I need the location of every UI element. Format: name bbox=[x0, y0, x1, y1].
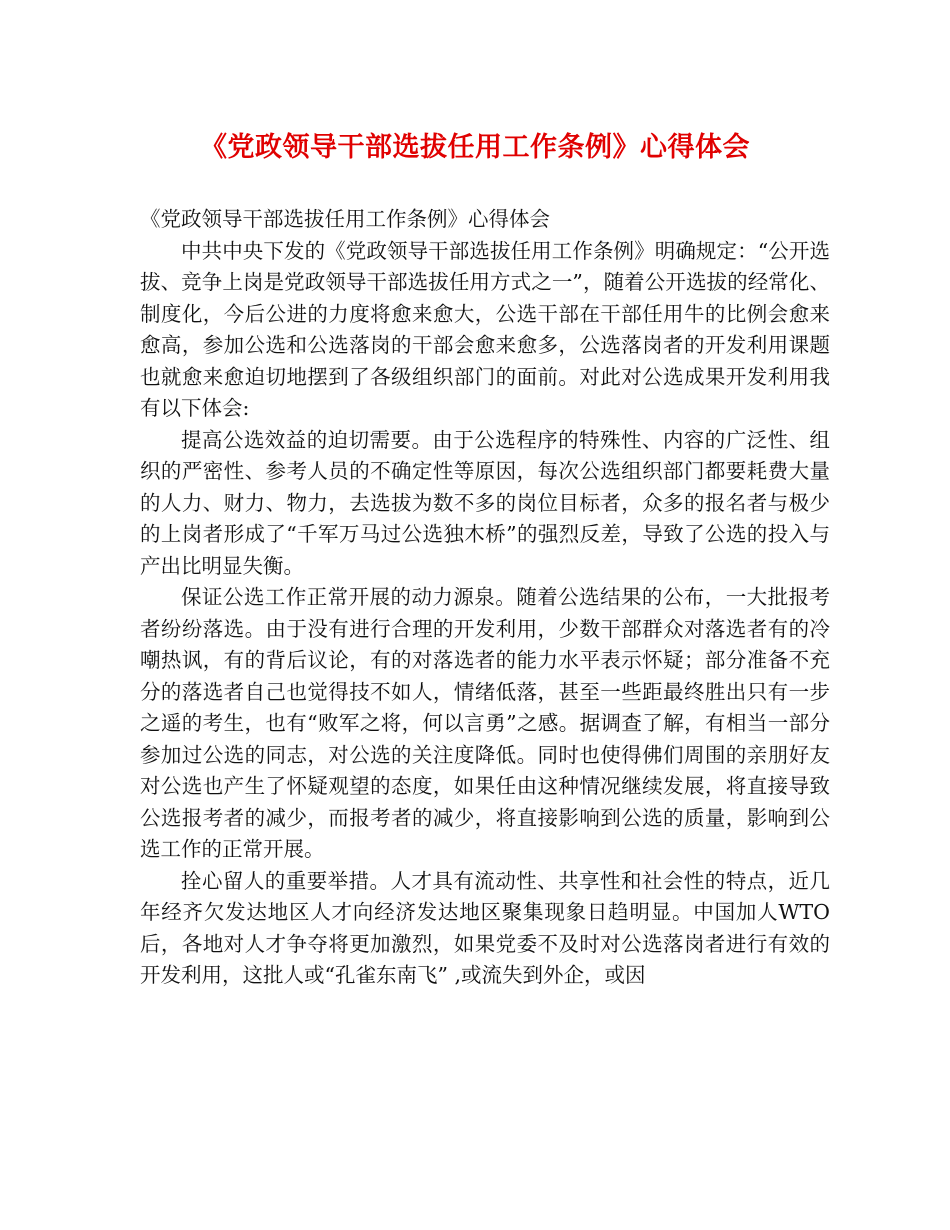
document-body bbox=[140, 204, 830, 992]
paragraph-intro: 中共中央下发的《党政领导干部选拔任用工作条例》明确规定：“公开选拔、竞争上岗是党政领导干部选拔任用方式之一”，随着公开选拔的经常化、制度化，今后公进的力度将愈来愈大，公选干部在干部任用牛的比例会愈来愈高，参加公选和公选落岗的干部会愈来愈多，公选落岗者的开发利用课题也就愈来愈迫切地摆到了各级组织部门的面前。对此对公选成果开发利用我有以下体会: bbox=[140, 238, 830, 420]
document-subtitle: 《党政领导干部选拔任用工作条例》心得体会 bbox=[140, 207, 550, 231]
document-title: 《党政领导干部选拔任用工作条例》心得体会 bbox=[200, 132, 750, 163]
paragraph-motivation: 保证公选工作正常开展的动力源泉。随着公选结果的公布，一大批报考者纷纷落选。由于没有进行合理的开发利用，少数干部群众对落选者有的冷嘲热讽，有的背后议论，有的对落选者的能力水平表示怀疑；部分准备不充分的落选者自己也觉得技不如人，情绪低落，甚至一些距最终胜出只有一步之遥的考生，也有“败军之将，何以言勇”之感。据调查了解，有相当一部分参加过公选的同志，对公选的关注度降低。同时也使得佛们周围的亲朋好友对公选也产生了怀疑观望的态度，如果任由这种情况继续发展，将直接导致公选报考者的减少，而报考者的减少，将直接影响到公选的质量，影响到公选工作的正常开展。 bbox=[140, 585, 830, 861]
paragraph-retention: 拴心留人的重要举措。人才具有流动性、共享性和社会性的特点，近几年经齐欠发达地区人才向经济发达地区聚集现象日趋明显。中国加人WTO后，各地对人才争夺将更加激烈，如果党委不及时对公选落岗者进行有效的开发利用，这批人或“孔雀东南飞” ,或流失到外企，或因 bbox=[140, 868, 830, 987]
paragraph-efficiency: 提高公选效益的迫切需要。由于公选程序的特殊性、内容的广泛性、组织的严密性、参考人员的不确定性等原因，每次公选组织部门都要耗费大量的人力、财力、物力，去选拔为数不多的岗位目标者，众多的报名者与极少的上岗者形成了“千军万马过公选独木桥”的强烈反差，导致了公选的投入与产出比明显失衡。 bbox=[140, 427, 830, 578]
